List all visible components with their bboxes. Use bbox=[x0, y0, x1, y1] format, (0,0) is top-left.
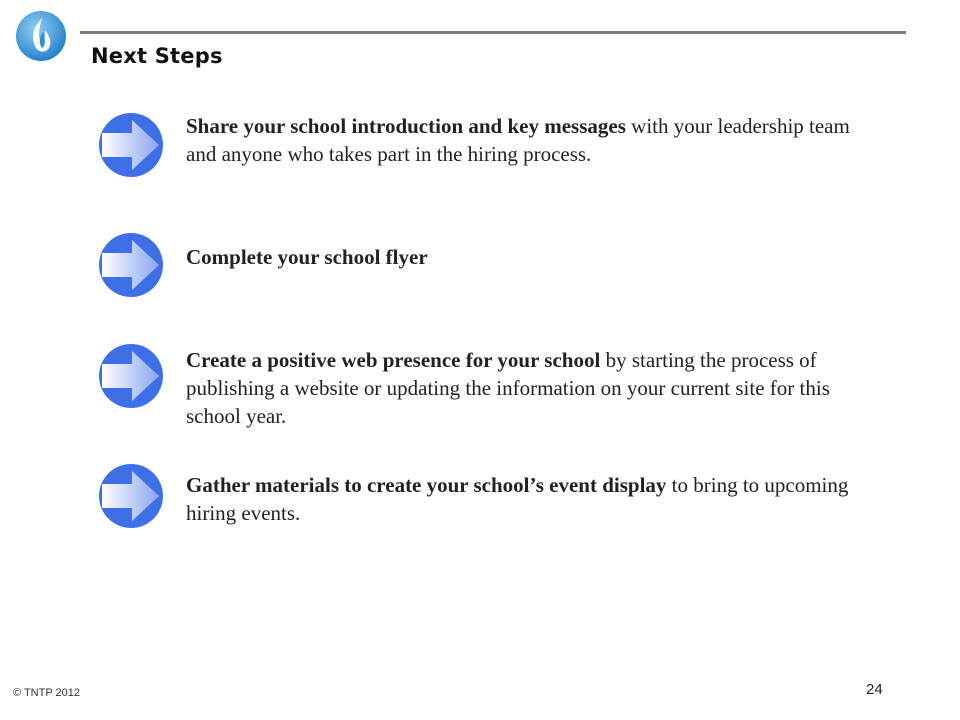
page-title: Next Steps bbox=[91, 44, 223, 68]
step-text bbox=[186, 346, 876, 430]
step-text-bold: Gather materials to create your school’s event display bbox=[186, 473, 667, 497]
right-arrow-circle-icon bbox=[98, 112, 164, 178]
step-text-rest: to bring to upcoming hiring events. bbox=[186, 473, 849, 525]
flame-logo-icon bbox=[15, 10, 67, 62]
step-text-bold: Create a positive web presence for your school bbox=[186, 348, 601, 372]
step-text bbox=[186, 243, 876, 271]
right-arrow-circle-icon bbox=[98, 463, 164, 529]
page-number: 24 bbox=[866, 681, 883, 698]
step-text-rest: by starting the process of publishing a website or updating the information on your current site for this school year. bbox=[186, 348, 830, 428]
step-text bbox=[186, 471, 876, 527]
copyright-notice: © TNTP 2012 bbox=[13, 687, 81, 699]
step-text bbox=[186, 112, 876, 168]
step-text-bold: Share your school introduction and key messages bbox=[186, 114, 626, 138]
right-arrow-circle-icon bbox=[98, 232, 164, 298]
step-text-bold: Complete your school flyer bbox=[186, 245, 428, 269]
step-text-rest: with your leadership team and anyone who takes part in the hiring process. bbox=[186, 114, 850, 166]
right-arrow-circle-icon bbox=[98, 343, 164, 409]
header-rule bbox=[80, 31, 906, 34]
